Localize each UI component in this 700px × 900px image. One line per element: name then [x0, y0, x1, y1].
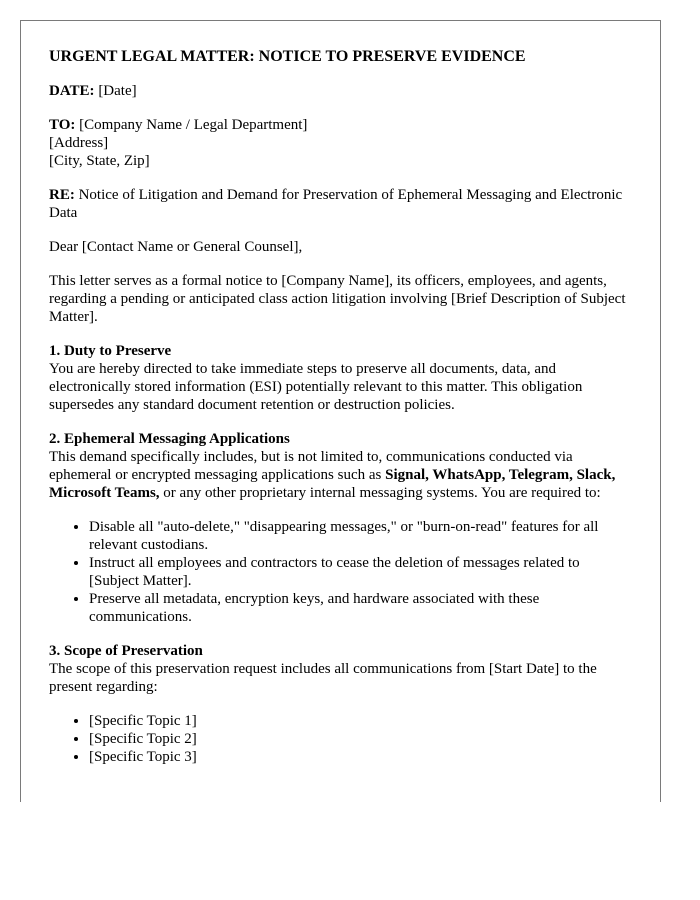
date-value: [Date]	[98, 83, 137, 99]
salutation: Dear [Contact Name or General Counsel],	[49, 239, 303, 255]
section-text: The scope of this preservation request includes all communications from [Start Date] to the present regarding:	[49, 661, 597, 695]
letter-title: URGENT LEGAL MATTER: NOTICE TO PRESERVE EVIDENCE	[49, 48, 526, 65]
subject-line	[49, 186, 632, 222]
subject-text: Notice of Litigation and Demand for Preservation of Ephemeral Messaging and Electronic Data	[49, 187, 623, 221]
list-item: • [Specific Topic 1]	[89, 712, 632, 730]
recipient-line: [Company Name / Legal Department]	[79, 117, 308, 133]
list-item: • Instruct all employees and contractors to cease the deletion of messages related to [Subject Matter].	[89, 554, 632, 590]
date-line	[49, 82, 632, 100]
recipient-line: [Address]	[49, 135, 109, 151]
recipient-line: [City, State, Zip]	[49, 153, 150, 169]
list-item: • Preserve all metadata, encryption keys, and hardware associated with these communications.	[89, 590, 632, 626]
section-heading: 2. Ephemeral Messaging Applications	[49, 431, 290, 447]
letter-page	[20, 20, 661, 802]
topics-list	[49, 712, 632, 766]
re-label: RE:	[49, 187, 75, 203]
section-scope	[49, 642, 632, 696]
list-item: • [Specific Topic 3]	[89, 748, 632, 766]
section-text: You are hereby directed to take immediate steps to preserve all documents, data, and electronically stored information (ESI) potentially relevant to this matter. This obligation supersedes any standard document retention or destruction policies.	[49, 361, 583, 413]
list-item: • Disable all "auto-delete," "disappearing messages," or "burn-on-read" features for all relevant custodians.	[89, 518, 632, 554]
app-list: Signal, WhatsApp, Telegram, Slack, Microsoft Teams,	[49, 467, 616, 501]
section-text: or any other proprietary internal messaging systems. You are required to:	[159, 485, 601, 501]
intro-paragraph: This letter serves as a formal notice to [Company Name], its officers, employees, and agents, regarding a pending or anticipated class action litigation involving [Brief Description of Subject Matter].	[49, 273, 626, 325]
recipient-block	[49, 116, 632, 170]
date-label: DATE:	[49, 83, 95, 99]
section-text: This demand specifically includes, but is not limited to, communications conducted via ephemeral or encrypted messaging applications such as	[49, 449, 573, 483]
requirements-list	[49, 518, 632, 626]
section-heading: 3. Scope of Preservation	[49, 643, 203, 659]
to-label: TO:	[49, 117, 76, 133]
section-heading: 1. Duty to Preserve	[49, 343, 172, 359]
section-duty-to-preserve	[49, 342, 632, 414]
list-item: • [Specific Topic 2]	[89, 730, 632, 748]
section-ephemeral-messaging	[49, 430, 632, 502]
